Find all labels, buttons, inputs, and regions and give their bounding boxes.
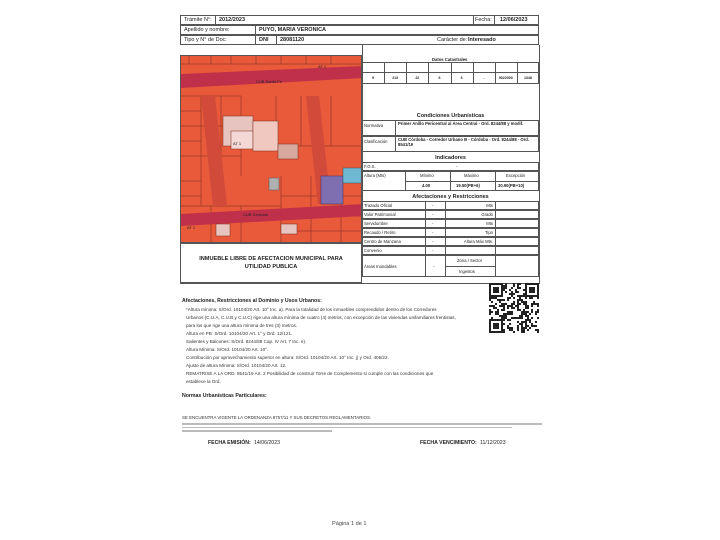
divider	[495, 255, 496, 277]
afectacion-unit: Tipo	[485, 230, 493, 235]
catastro-cell: 6	[438, 76, 441, 80]
normativa-label: Normativa	[364, 123, 384, 128]
divider	[495, 237, 496, 246]
afectacion-text-line: establece la Ord.	[186, 379, 221, 384]
divider	[425, 201, 426, 210]
afectacion-row	[362, 246, 539, 255]
afectacion-unit: Mts	[486, 203, 493, 208]
afectacion-mark: -	[432, 221, 434, 226]
divider	[445, 246, 446, 255]
divider	[255, 25, 256, 35]
clasificacion-label: Clasificación	[364, 139, 388, 144]
indicadores-title: Indicadores	[435, 155, 466, 161]
tipo-value: DNI	[259, 37, 269, 43]
divider	[451, 62, 452, 84]
divider	[428, 62, 429, 84]
lot-label-3: AT 1	[318, 64, 327, 69]
vencimiento-value: 11/12/2023	[480, 440, 506, 446]
apellido-value: PUYO, MARIA VERONICA	[259, 27, 327, 33]
afectacion-label: Recaudo / Retiro	[364, 230, 396, 235]
ingestos-label: Ingestos	[459, 269, 475, 274]
catastro-cell: 1348	[523, 76, 532, 80]
emision-label: FECHA EMISIÓN:	[208, 440, 251, 446]
normativa-value: Primer Anillo Pericentral al Área Central - Ord. 8244/88 y modif.	[398, 121, 524, 126]
fecha-label: Fecha:	[475, 17, 492, 23]
tramite-label: Trámite N°:	[184, 17, 212, 23]
tramite-value: 2012/2023	[219, 17, 245, 23]
doc-value: 28081120	[280, 37, 305, 43]
divider	[495, 246, 496, 255]
divider	[425, 255, 426, 277]
divider	[405, 181, 539, 182]
divider	[473, 15, 474, 25]
map-svg	[181, 56, 362, 243]
divider	[494, 15, 495, 25]
catastro-cell: 22	[415, 76, 420, 80]
afectacion-text-line: Salientes y Balcones: S/Ord. 8244/88 Cap. IV Art. 7 Inc. e).	[186, 339, 307, 344]
divider	[445, 228, 446, 237]
divider	[495, 228, 496, 237]
lot-label-2: AT 1	[187, 225, 196, 230]
emision-value: 14/06/2023	[254, 440, 280, 446]
afectacion-text-line: Ajuste de altura Mínima: S/Ord. 10104/20 Art. 12.	[186, 363, 287, 368]
divider	[445, 201, 446, 210]
minimo-label: Mínimo	[420, 173, 434, 178]
normas-text-block	[182, 414, 542, 421]
afectacion-mark: -	[432, 239, 434, 244]
fecha-value: 12/06/2023	[500, 17, 528, 23]
afectacion-unit: Mts	[486, 221, 493, 226]
divider	[180, 283, 540, 284]
afectacion-label: Servidumbre	[364, 221, 388, 226]
banner-text: INMUEBLE LIBRE DE AFECTACION MUNICIPAL PARA UTILIDAD PUBLICA	[199, 255, 343, 270]
afectacion-text-line: Contribución por aprovechamiento superior en altura: S/Ord. 10104/20 Art. 10° Inc. j) y Ord. 405/22.	[186, 355, 389, 360]
divider	[517, 62, 518, 84]
catastro-cell: 213	[392, 76, 399, 80]
fine-print	[182, 421, 542, 434]
condiciones-title: Condiciones Urbanísticas	[416, 113, 485, 119]
afectacion-text-line: REMATRISE A LA ORD. 8541/19 Art. 2 Posibilidad de construir Torre de Complemento si cumple con las condiciones que	[186, 371, 434, 376]
catastro-cell: 9	[372, 76, 375, 80]
divider	[406, 62, 407, 84]
excepcion-value: 30.90(PB+10)	[498, 183, 525, 188]
divider	[445, 266, 495, 267]
maximo-label: Máximo	[464, 173, 479, 178]
divider	[445, 219, 446, 228]
divider	[495, 210, 496, 219]
afectacion-text-line: Altura Mínima: S/Ord. 10104/20 Art. 10°.	[186, 347, 269, 352]
afectacion-text-line: Altura en PB: S/Ord. 10104/20 Art. 1° y Ord. 12/121.	[186, 331, 293, 336]
afectacion-unit: Grado	[481, 212, 493, 217]
afectacion-label: Convenio	[364, 248, 382, 253]
areas-inundables-label: Áreas Inundables	[364, 264, 397, 269]
normas-text-line: SE ENCUENTRA VIGENTE LA ORDENANZA 8757/11 Y SUS DECRETOS REGLAMENTARIOS.	[182, 415, 372, 420]
maximo-value: 19.50(PB+6)	[456, 183, 480, 188]
caracter-value: Interesado	[468, 37, 496, 43]
afectacion-text-line: para los que rige una altura mínima de tres (3) metros.	[186, 323, 298, 328]
divider	[473, 62, 474, 84]
afectacion-label: Trazado Oficial	[364, 203, 393, 208]
datos-catastrales-title: Datos Catastrales	[432, 57, 468, 62]
afectacion-mark: -	[432, 203, 434, 208]
catastro-cell: -	[483, 76, 485, 80]
tipo-label: Tipo y N° de Doc:	[184, 37, 227, 43]
divider	[425, 219, 426, 228]
afectacion-label: Centro de Manzana	[364, 239, 401, 244]
afectacion-mark: -	[432, 230, 434, 235]
catastro-cell: 9022000	[498, 76, 513, 80]
minimo-value: 4.00	[422, 183, 431, 188]
zona-sector-label: Zona / Sector	[457, 258, 483, 263]
divider	[445, 210, 446, 219]
altura-label: Altura (Mts)	[364, 173, 386, 178]
fos-row	[362, 162, 539, 171]
divider	[445, 237, 446, 246]
afectacion-label: Valor Patrimonial	[364, 212, 396, 217]
afectaciones-text-block	[186, 306, 506, 386]
fos-value: -	[456, 164, 458, 169]
afectaciones-text-title: Afectaciones, Restricciones al Dominio y Usos Urbanos:	[182, 298, 322, 304]
normas-title: Normas Urbanísticas Particulares:	[182, 393, 267, 399]
divider	[425, 246, 426, 255]
divider	[276, 35, 277, 45]
afectacion-mark: -	[432, 212, 434, 217]
street-label-bottom: CUB Córdoba	[243, 212, 268, 217]
apellido-label: Apellido y nombre:	[184, 27, 230, 33]
divider	[215, 15, 216, 25]
caracter-label: Carácter de:	[437, 37, 468, 43]
libre-afectacion-banner	[180, 243, 362, 283]
divider	[425, 237, 426, 246]
afectacion-unit: Altura Máx Mts.	[463, 239, 493, 244]
afectaciones-table-title: Afectaciones y Restricciones	[412, 194, 489, 200]
clasificacion-value: CUB Córdoba - Corredor Urbano B - Córdoba - Ord. 8244/88 - Ord. 8541/19	[398, 137, 529, 148]
divider	[255, 35, 256, 45]
cadastral-map	[180, 55, 362, 243]
divider	[495, 219, 496, 228]
fos-label: F.O.S.	[364, 164, 376, 169]
page-number: Página 1 de 1	[332, 521, 367, 527]
divider	[539, 45, 540, 283]
divider	[495, 62, 496, 84]
areas-inundables-mark: -	[433, 264, 435, 269]
divider	[384, 62, 385, 84]
lot-label: AT 1	[233, 141, 242, 146]
vencimiento-label: FECHA VENCIMIENTO:	[420, 440, 477, 446]
header-row-apellido	[180, 25, 539, 35]
excepcion-label: Excepción	[506, 173, 526, 178]
afectacion-text-line: Urbanos (C.U.A, C.U.B y C.U.C) rige una altura mínima de cuatro (4) metros, con excepción de las viviendas unifamiliares frentistas,	[186, 315, 456, 320]
afectacion-text-line: *Altura mínima: S/Ord. 10104/20 Art. 10° Inc. a). Para la totalidad de los inmuebles comprendidos dentro de los Corredores	[186, 307, 437, 312]
afectacion-mark: -	[432, 248, 434, 253]
divider	[495, 201, 496, 210]
catastro-cell: 6	[460, 76, 463, 80]
divider	[425, 210, 426, 219]
street-label-top: CUB Santa Fe	[256, 79, 282, 84]
divider	[425, 228, 426, 237]
